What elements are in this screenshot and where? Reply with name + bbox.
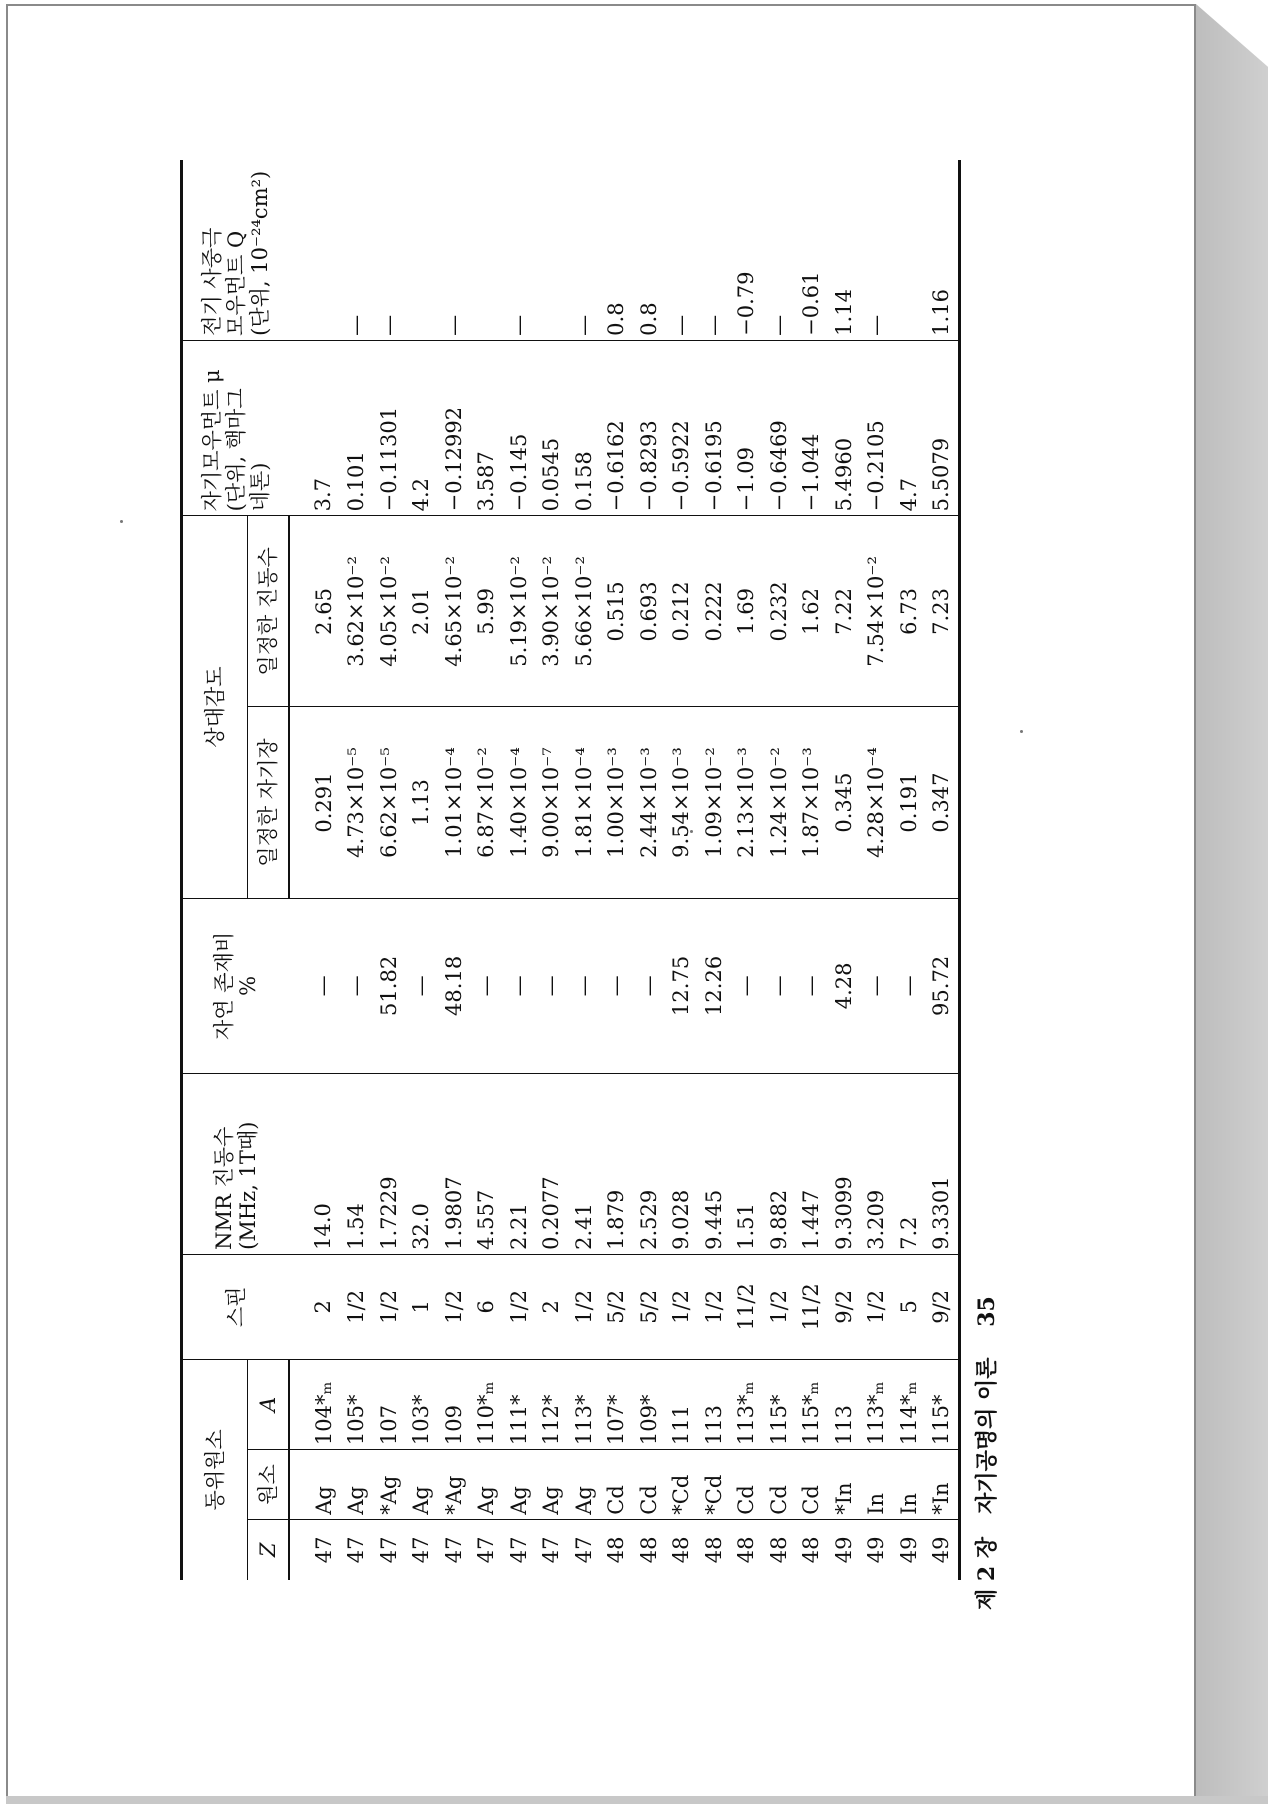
cell-quadrupole-moment: — <box>568 160 601 340</box>
cell-natural-abundance: — <box>406 898 439 1074</box>
cell-z: 49 <box>929 1536 954 1564</box>
cell-relative-sensitivity-field: 1.40×10⁻⁴ <box>503 707 536 898</box>
cell-quadrupole-moment: 1.16 <box>926 160 960 340</box>
cell-nmr-frequency: 3.209 <box>861 1074 894 1255</box>
cell-nmr-frequency: 14.0 <box>289 1074 341 1255</box>
header-natural <box>182 898 290 1074</box>
cell-relative-sensitivity-frequency: 5.99 <box>471 516 504 707</box>
cell-natural-abundance: — <box>568 898 601 1074</box>
cell-relative-sensitivity-frequency: 6.73 <box>893 516 926 707</box>
table-row <box>731 160 764 1580</box>
cell-mass-number: 115* <box>926 1359 960 1449</box>
cell-relative-sensitivity-frequency: 0.232 <box>763 516 796 707</box>
cell-quadrupole-moment: — <box>438 160 471 340</box>
cell-element: Ag <box>503 1450 536 1520</box>
cell-mass-number: 113* <box>568 1359 601 1449</box>
cell-nmr-frequency: 1.54 <box>341 1074 374 1255</box>
cell-magnetic-moment: 0.0545 <box>536 340 569 516</box>
cell-z: 49 <box>896 1536 921 1564</box>
cell-z: 48 <box>636 1536 661 1564</box>
cell-spin: 1/2 <box>861 1254 894 1359</box>
cell-element: *In <box>828 1450 861 1520</box>
cell-element: *Cd <box>666 1450 699 1520</box>
cell-spin: 9/2 <box>828 1254 861 1359</box>
table-row <box>438 160 471 1580</box>
cell-spin: 5 <box>893 1254 926 1359</box>
cell-relative-sensitivity-field: 6.62×10⁻⁵ <box>373 707 406 898</box>
cell-element: In <box>893 1450 926 1520</box>
cell-mass-number: 112* <box>536 1359 569 1449</box>
cell-element: Ag <box>289 1450 341 1520</box>
cell-z: 47 <box>376 1536 401 1564</box>
table-row <box>796 160 829 1580</box>
table-row <box>373 160 406 1580</box>
cell-element: Cd <box>633 1450 666 1520</box>
cell-natural-abundance: — <box>893 898 926 1074</box>
cell-quadrupole-moment: — <box>698 160 731 340</box>
cell-magnetic-moment: −0.6469 <box>763 340 796 516</box>
cell-relative-sensitivity-frequency: 0.693 <box>633 516 666 707</box>
cell-relative-sensitivity-frequency: 3.90×10⁻² <box>536 516 569 707</box>
cell-element: *Ag <box>373 1450 406 1520</box>
table-row <box>341 160 374 1580</box>
cell-quadrupole-moment <box>471 160 504 340</box>
cell-nmr-frequency: 9.3301 <box>926 1074 960 1255</box>
cell-nmr-frequency: 2.21 <box>503 1074 536 1255</box>
cell-relative-sensitivity-field: 0.191 <box>893 707 926 898</box>
page-footer <box>970 1296 1010 1790</box>
cell-relative-sensitivity-field: 2.44×10⁻³ <box>633 707 666 898</box>
cell-magnetic-moment: −0.145 <box>503 340 536 516</box>
cell-quadrupole-moment: 0.8 <box>633 160 666 340</box>
cell-element: Cd <box>601 1450 634 1520</box>
cell-spin: 1/2 <box>568 1254 601 1359</box>
cell-mass-number: 107 <box>373 1359 406 1449</box>
cell-quadrupole-moment: — <box>373 160 406 340</box>
cell-relative-sensitivity-frequency: 5.66×10⁻² <box>568 516 601 707</box>
cell-nmr-frequency: 32.0 <box>406 1074 439 1255</box>
footer-page-number: 35 <box>974 1296 1000 1327</box>
cell-natural-abundance: — <box>861 898 894 1074</box>
cell-quadrupole-moment <box>289 160 341 340</box>
cell-mass-number: 115* <box>763 1359 796 1449</box>
cell-magnetic-moment: −0.8293 <box>633 340 666 516</box>
cell-mass-number: 114*ₘ <box>893 1359 926 1449</box>
cell-quadrupole-moment: — <box>341 160 374 340</box>
cell-mass-number: 111* <box>503 1359 536 1449</box>
cell-quadrupole-moment <box>536 160 569 340</box>
cell-natural-abundance: — <box>731 898 764 1074</box>
table-row <box>633 160 666 1580</box>
cell-relative-sensitivity-field: 0.291 <box>289 707 341 898</box>
cell-quadrupole-moment: −0.61 <box>796 160 829 340</box>
cell-element: In <box>861 1450 894 1520</box>
cell-quadrupole-moment <box>406 160 439 340</box>
header-mu-line2: (단위, 핵마그 <box>223 388 248 512</box>
cell-nmr-frequency: 1.447 <box>796 1074 829 1255</box>
header-a: A <box>248 1359 290 1449</box>
cell-nmr-frequency: 2.529 <box>633 1074 666 1255</box>
cell-nmr-frequency: 1.9807 <box>438 1074 471 1255</box>
cell-z: 48 <box>799 1536 824 1564</box>
cell-magnetic-moment: −0.11301 <box>373 340 406 516</box>
header-rel-field: 일정한 자기장 <box>248 707 290 898</box>
cell-spin: 5/2 <box>601 1254 634 1359</box>
footer-text <box>970 1296 1001 1610</box>
cell-relative-sensitivity-frequency: 4.05×10⁻² <box>373 516 406 707</box>
cell-element: *Cd <box>698 1450 731 1520</box>
cell-spin: 5/2 <box>633 1254 666 1359</box>
table-row <box>893 160 926 1580</box>
footer-chapter: 제 2 장 <box>974 1536 1000 1610</box>
cell-natural-abundance: 51.82 <box>373 898 406 1074</box>
table-row <box>471 160 504 1580</box>
cell-magnetic-moment: 5.5079 <box>926 340 960 516</box>
cell-spin: 6 <box>471 1254 504 1359</box>
cell-spin: 1/2 <box>503 1254 536 1359</box>
cell-mass-number: 104*ₘ <box>289 1359 341 1449</box>
table-row <box>828 160 861 1580</box>
page-edge <box>1196 4 1268 1800</box>
cell-natural-abundance: — <box>601 898 634 1074</box>
header-mu <box>182 340 290 516</box>
header-nmr-line1: NMR 진동수 <box>211 1126 236 1250</box>
cell-magnetic-moment: −0.2105 <box>861 340 894 516</box>
footer-title: 자기공명의 이론 <box>974 1357 1000 1514</box>
cell-z: 49 <box>831 1536 856 1564</box>
cell-spin: 1 <box>406 1254 439 1359</box>
cell-relative-sensitivity-field: 1.01×10⁻⁴ <box>438 707 471 898</box>
cell-natural-abundance: 12.26 <box>698 898 731 1074</box>
cell-natural-abundance: — <box>289 898 341 1074</box>
cell-magnetic-moment: −0.12992 <box>438 340 471 516</box>
cell-natural-abundance: — <box>471 898 504 1074</box>
cell-quadrupole-moment: — <box>503 160 536 340</box>
cell-mass-number: 113 <box>698 1359 731 1449</box>
header-mu-line1: 자기모우먼트 μ <box>199 369 224 512</box>
cell-element: Cd <box>763 1450 796 1520</box>
table-row <box>698 160 731 1580</box>
cell-z: 47 <box>539 1536 564 1564</box>
cell-nmr-frequency: 9.882 <box>763 1074 796 1255</box>
cell-relative-sensitivity-frequency: 0.515 <box>601 516 634 707</box>
page-bottom-edge <box>6 1796 1268 1804</box>
cell-z: 47 <box>311 1536 336 1564</box>
cell-quadrupole-moment <box>893 160 926 340</box>
cell-magnetic-moment: 3.587 <box>471 340 504 516</box>
cell-natural-abundance: 4.28 <box>828 898 861 1074</box>
header-q-line1: 전기 사중극 <box>199 227 224 336</box>
cell-nmr-frequency: 7.2 <box>893 1074 926 1255</box>
cell-natural-abundance: 95.72 <box>926 898 960 1074</box>
header-q-line2: 모우먼트 Q <box>223 230 248 336</box>
cell-relative-sensitivity-frequency: 7.23 <box>926 516 960 707</box>
cell-element: Ag <box>568 1450 601 1520</box>
cell-relative-sensitivity-frequency: 1.69 <box>731 516 764 707</box>
speck <box>120 520 123 523</box>
cell-nmr-frequency: 9.445 <box>698 1074 731 1255</box>
cell-natural-abundance: 12.75 <box>666 898 699 1074</box>
cell-relative-sensitivity-field: 4.73×10⁻⁵ <box>341 707 374 898</box>
cell-spin: 1/2 <box>763 1254 796 1359</box>
cell-nmr-frequency: 1.7229 <box>373 1074 406 1255</box>
cell-relative-sensitivity-field: 1.00×10⁻³ <box>601 707 634 898</box>
cell-quadrupole-moment: — <box>861 160 894 340</box>
cell-quadrupole-moment: −0.79 <box>731 160 764 340</box>
cell-relative-sensitivity-field: 9.00×10⁻⁷ <box>536 707 569 898</box>
cell-spin: 1/2 <box>438 1254 471 1359</box>
cell-magnetic-moment: 4.7 <box>893 340 926 516</box>
cell-relative-sensitivity-frequency: 7.22 <box>828 516 861 707</box>
cell-nmr-frequency: 1.51 <box>731 1074 764 1255</box>
cell-magnetic-moment: 4.2 <box>406 340 439 516</box>
cell-natural-abundance: — <box>763 898 796 1074</box>
header-isotope: 동위원소 <box>202 1429 227 1511</box>
cell-spin: 11/2 <box>731 1254 764 1359</box>
cell-element: Cd <box>796 1450 829 1520</box>
table-row <box>536 160 569 1580</box>
cell-mass-number: 113*ₘ <box>861 1359 894 1449</box>
cell-mass-number: 113*ₘ <box>731 1359 764 1449</box>
cell-element: Cd <box>731 1450 764 1520</box>
cell-z: 47 <box>474 1536 499 1564</box>
cell-relative-sensitivity-field: 1.81×10⁻⁴ <box>568 707 601 898</box>
cell-quadrupole-moment: — <box>763 160 796 340</box>
table-row <box>568 160 601 1580</box>
cell-nmr-frequency: 9.3099 <box>828 1074 861 1255</box>
table-row <box>861 160 894 1580</box>
cell-mass-number: 109* <box>633 1359 666 1449</box>
cell-spin: 1/2 <box>373 1254 406 1359</box>
header-nmr <box>182 1074 290 1255</box>
cell-z: 48 <box>604 1536 629 1564</box>
header-natural-line1: 자연 존재비 <box>211 931 236 1040</box>
cell-spin: 11/2 <box>796 1254 829 1359</box>
cell-quadrupole-moment: 0.8 <box>601 160 634 340</box>
cell-mass-number: 109 <box>438 1359 471 1449</box>
cell-spin: 1/2 <box>341 1254 374 1359</box>
cell-element: Ag <box>471 1450 504 1520</box>
cell-relative-sensitivity-frequency: 7.54×10⁻² <box>861 516 894 707</box>
cell-natural-abundance: — <box>536 898 569 1074</box>
header-q-line3: (단위, 10⁻²⁴cm²) <box>248 170 273 336</box>
cell-relative-sensitivity-frequency: 2.65 <box>289 516 341 707</box>
cell-spin: 1/2 <box>698 1254 731 1359</box>
cell-relative-sensitivity-field: 1.87×10⁻³ <box>796 707 829 898</box>
table-row <box>763 160 796 1580</box>
cell-mass-number: 110*ₘ <box>471 1359 504 1449</box>
cell-mass-number: 107* <box>601 1359 634 1449</box>
cell-spin: 2 <box>289 1254 341 1359</box>
cell-relative-sensitivity-field: 2.13×10⁻³ <box>731 707 764 898</box>
cell-element: Ag <box>536 1450 569 1520</box>
cell-relative-sensitivity-frequency: 2.01 <box>406 516 439 707</box>
cell-z: 49 <box>864 1536 889 1564</box>
cell-natural-abundance: 48.18 <box>438 898 471 1074</box>
cell-element: *Ag <box>438 1450 471 1520</box>
cell-z: 47 <box>344 1536 369 1564</box>
cell-z: 47 <box>506 1536 531 1564</box>
cell-mass-number: 105* <box>341 1359 374 1449</box>
cell-quadrupole-moment: 1.14 <box>828 160 861 340</box>
cell-mass-number: 103* <box>406 1359 439 1449</box>
cell-mass-number: 115*ₘ <box>796 1359 829 1449</box>
cell-natural-abundance: — <box>796 898 829 1074</box>
cell-z: 47 <box>409 1536 434 1564</box>
cell-magnetic-moment: −0.6195 <box>698 340 731 516</box>
cell-magnetic-moment: −1.09 <box>731 340 764 516</box>
cell-magnetic-moment: −1.044 <box>796 340 829 516</box>
cell-z: 48 <box>766 1536 791 1564</box>
cell-mass-number: 111 <box>666 1359 699 1449</box>
cell-relative-sensitivity-field: 1.24×10⁻² <box>763 707 796 898</box>
cell-element: Ag <box>341 1450 374 1520</box>
cell-relative-sensitivity-frequency: 5.19×10⁻² <box>503 516 536 707</box>
cell-nmr-frequency: 0.2077 <box>536 1074 569 1255</box>
cell-natural-abundance: — <box>341 898 374 1074</box>
cell-relative-sensitivity-field: 1.13 <box>406 707 439 898</box>
cell-relative-sensitivity-field: 4.28×10⁻⁴ <box>861 707 894 898</box>
cell-relative-sensitivity-frequency: 3.62×10⁻² <box>341 516 374 707</box>
table-row <box>926 160 960 1580</box>
header-natural-line2: % <box>236 975 260 996</box>
cell-relative-sensitivity-field: 1.09×10⁻² <box>698 707 731 898</box>
cell-magnetic-moment: −0.6162 <box>601 340 634 516</box>
cell-z: 48 <box>701 1536 726 1564</box>
cell-mass-number: 113 <box>828 1359 861 1449</box>
header-element: 원소 <box>248 1450 290 1520</box>
header-mu-line3: 네톤) <box>248 462 273 512</box>
cell-magnetic-moment: 0.101 <box>341 340 374 516</box>
cell-spin: 9/2 <box>926 1254 960 1359</box>
cell-quadrupole-moment: — <box>666 160 699 340</box>
cell-relative-sensitivity-field: 9.54×10⁻³ <box>666 707 699 898</box>
isotope-nmr-table <box>180 160 961 1580</box>
table-row <box>601 160 634 1580</box>
cell-magnetic-moment: −0.5922 <box>666 340 699 516</box>
header-relative: 상대감도 <box>182 516 248 898</box>
cell-element: *In <box>926 1450 960 1520</box>
header-q <box>182 160 290 340</box>
header-spin: 스핀 <box>182 1254 290 1359</box>
header-rel-freq: 일정한 진동수 <box>248 516 290 707</box>
cell-nmr-frequency: 9.028 <box>666 1074 699 1255</box>
cell-relative-sensitivity-frequency: 1.62 <box>796 516 829 707</box>
cell-relative-sensitivity-frequency: 0.222 <box>698 516 731 707</box>
cell-spin: 1/2 <box>666 1254 699 1359</box>
header-nmr-line2: (MHz, 1T때) <box>236 1121 260 1250</box>
table-row <box>503 160 536 1580</box>
table-body <box>289 160 960 1580</box>
cell-magnetic-moment: 5.4960 <box>828 340 861 516</box>
cell-z: 48 <box>734 1536 759 1564</box>
table-row <box>289 160 341 1580</box>
cell-nmr-frequency: 1.879 <box>601 1074 634 1255</box>
cell-magnetic-moment: 3.7 <box>289 340 341 516</box>
table-row <box>406 160 439 1580</box>
cell-relative-sensitivity-frequency: 0.212 <box>666 516 699 707</box>
cell-relative-sensitivity-field: 0.347 <box>926 707 960 898</box>
rotated-table-container <box>180 160 1030 1580</box>
header-z: Z <box>248 1519 290 1580</box>
cell-magnetic-moment: 0.158 <box>568 340 601 516</box>
cell-nmr-frequency: 2.41 <box>568 1074 601 1255</box>
cell-z: 47 <box>441 1536 466 1564</box>
cell-spin: 2 <box>536 1254 569 1359</box>
cell-relative-sensitivity-frequency: 4.65×10⁻² <box>438 516 471 707</box>
cell-relative-sensitivity-field: 6.87×10⁻² <box>471 707 504 898</box>
table-row <box>666 160 699 1580</box>
cell-nmr-frequency: 4.557 <box>471 1074 504 1255</box>
cell-natural-abundance: — <box>503 898 536 1074</box>
cell-element: Ag <box>406 1450 439 1520</box>
cell-z: 48 <box>669 1536 694 1564</box>
cell-z: 47 <box>571 1536 596 1564</box>
cell-natural-abundance: — <box>633 898 666 1074</box>
cell-relative-sensitivity-field: 0.345 <box>828 707 861 898</box>
